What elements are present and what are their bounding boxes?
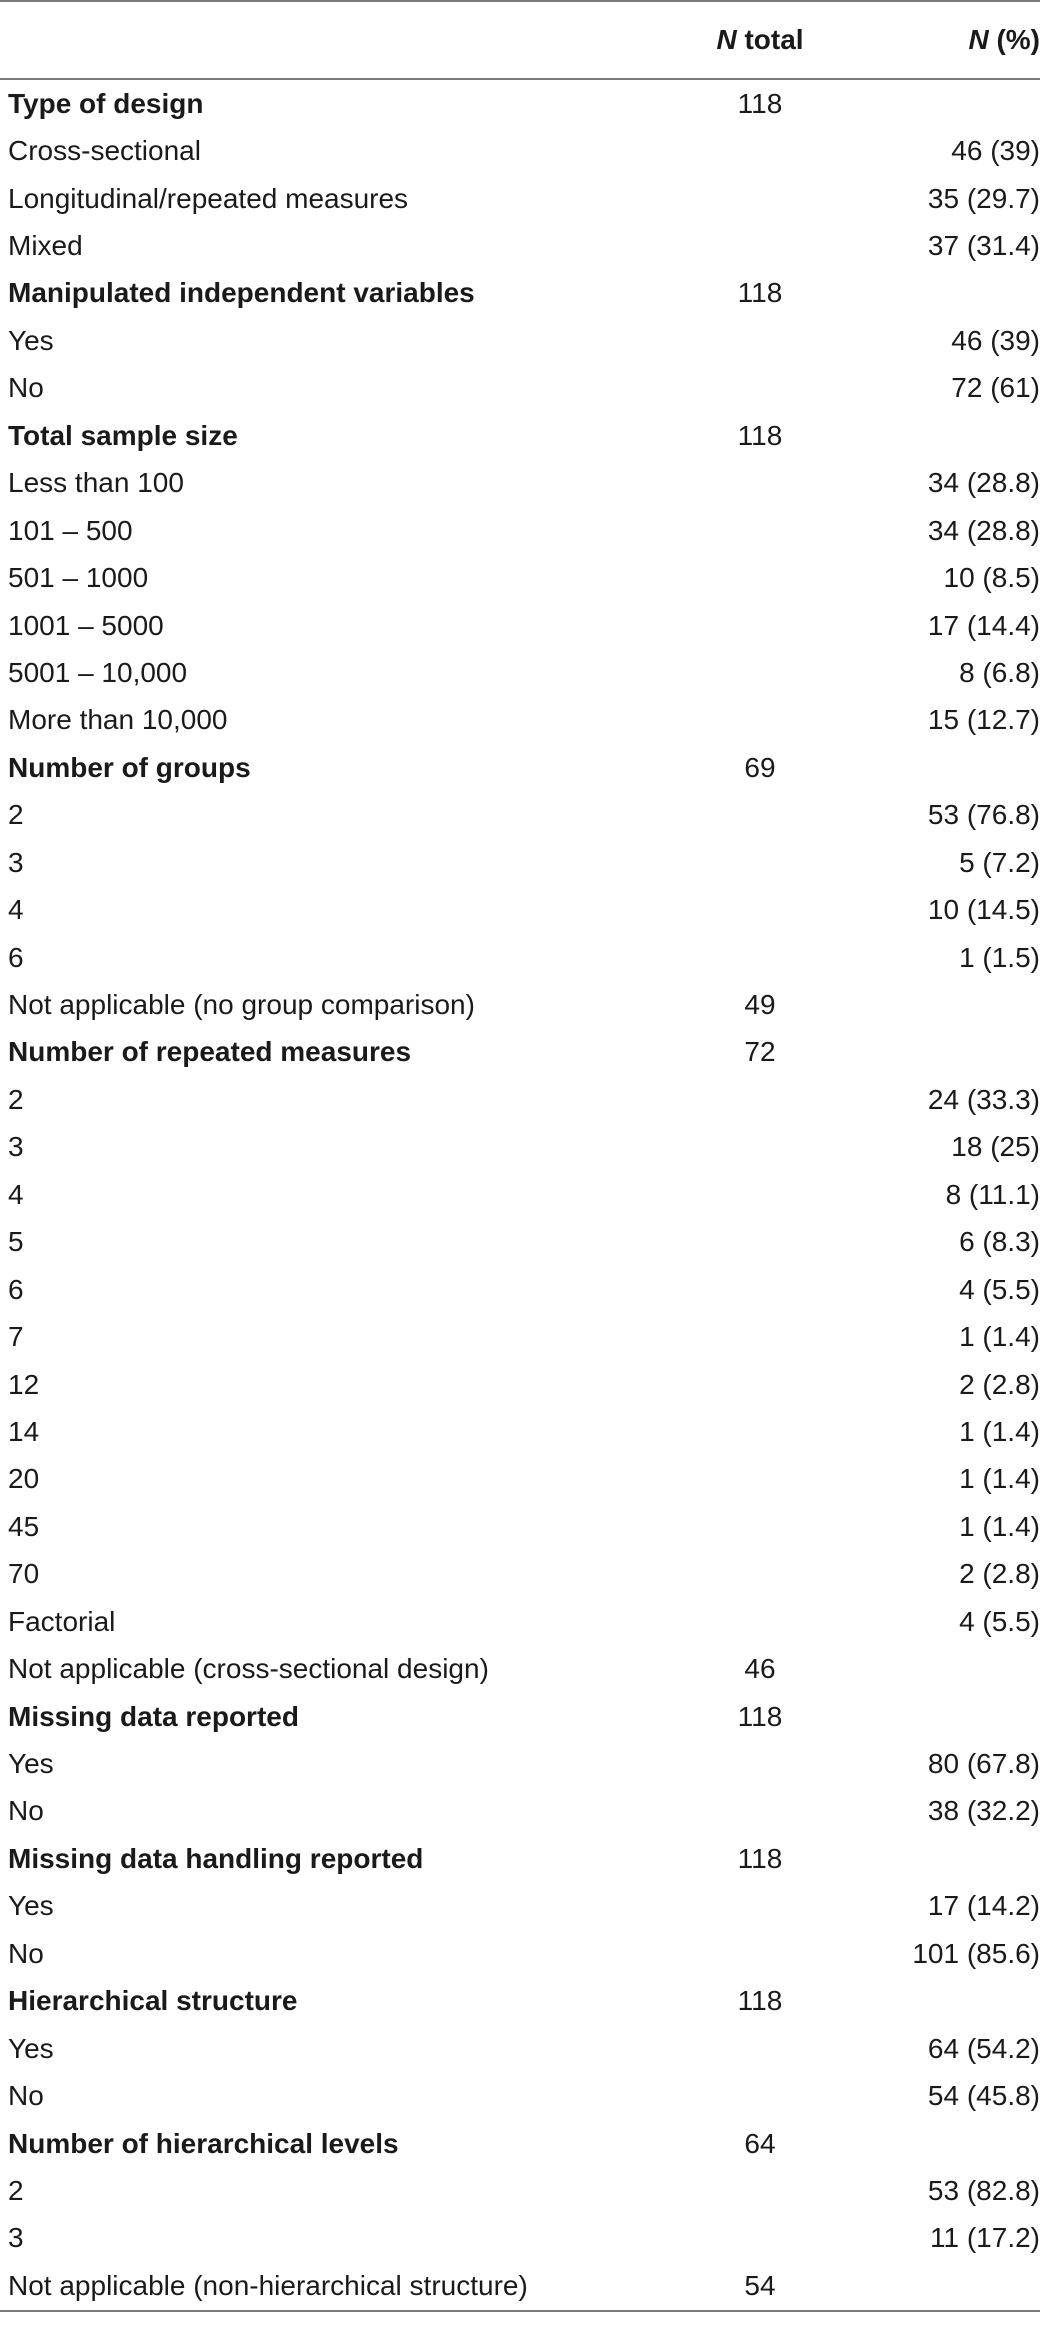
row-label: 5001 – 10,000 [8, 656, 188, 688]
table-row [0, 317, 1040, 364]
row-label: No [8, 2080, 44, 2112]
header-n-total [620, 1, 860, 79]
n-percent-cell: 38 (32.2) [927, 1795, 1040, 1827]
n-percent-cell: 17 (14.4) [927, 609, 1040, 641]
table-row [0, 1740, 1040, 1787]
n-percent-cell: 53 (82.8) [927, 2174, 1040, 2206]
table-row [0, 507, 1040, 554]
n-percent-cell: 2 (2.8) [959, 1558, 1040, 1590]
row-label: Not applicable (cross-sectional design) [8, 1653, 489, 1685]
row-label: 2 [8, 1083, 24, 1115]
n-percent-cell: 37 (31.4) [927, 230, 1040, 262]
n-total-cell [620, 1171, 860, 1218]
n-total-cell [620, 1313, 860, 1360]
table-row [0, 602, 1040, 649]
n-total-cell: 54 [620, 2262, 860, 2310]
section-header-row [0, 1029, 1040, 1076]
n-percent-cell: 2 (2.8) [959, 1368, 1040, 1400]
n-percent-cell: 10 (8.5) [943, 562, 1040, 594]
table-row [0, 365, 1040, 412]
n-total-cell [620, 2167, 860, 2214]
n-percent-cell: 64 (54.2) [927, 2032, 1040, 2064]
n-total-cell [620, 1598, 860, 1645]
section-label: Missing data handling reported [8, 1842, 424, 1874]
n-percent-cell [860, 981, 1040, 1028]
section-header-row [0, 744, 1040, 791]
row-label: 101 – 500 [8, 514, 133, 546]
n-total-cell: 64 [744, 2127, 776, 2159]
n-percent-cell: 4 (5.5) [959, 1273, 1040, 1305]
n-total-cell: 49 [744, 989, 776, 1021]
header-n-percent [860, 1, 1040, 79]
row-label: No [8, 372, 44, 404]
n-total-cell [620, 460, 860, 507]
table-row [0, 1313, 1040, 1360]
n-total-cell [620, 1124, 860, 1171]
n-percent-cell: 1 (1.5) [959, 941, 1040, 973]
row-label: 1001 – 5000 [8, 609, 164, 641]
n-total-cell: 69 [744, 751, 776, 783]
table-row [0, 2167, 1040, 2214]
row-label: 6 [8, 941, 24, 973]
n-total-cell [620, 1408, 860, 1455]
table-row [0, 1456, 1040, 1503]
n-percent-cell [860, 1693, 1040, 1740]
n-total-cell: 118 [737, 419, 783, 451]
row-label: 3 [8, 846, 24, 878]
n-total-cell [620, 1456, 860, 1503]
n-total-cell [620, 1266, 860, 1313]
n-percent-cell [860, 744, 1040, 791]
n-percent-cell: 1 (1.4) [959, 1510, 1040, 1542]
n-total-cell: 118 [737, 1985, 783, 2017]
table-row [0, 1930, 1040, 1977]
row-label: Mixed [8, 230, 83, 262]
table-row [0, 1883, 1040, 1930]
row-label: Yes [8, 2032, 54, 2064]
table-row [0, 697, 1040, 744]
section-label: Missing data reported [8, 1700, 299, 1732]
section-label: Type of design [8, 87, 204, 119]
n-total-cell [620, 1076, 860, 1123]
header-n-percent-rest: (%) [988, 24, 1040, 55]
table-row [0, 649, 1040, 696]
table-row [0, 2215, 1040, 2262]
row-label: 70 [8, 1558, 40, 1590]
table-row [0, 554, 1040, 601]
table-row [0, 2262, 1040, 2310]
n-percent-cell: 17 (14.2) [927, 1890, 1040, 1922]
n-total-cell [620, 507, 860, 554]
n-total-cell [620, 792, 860, 839]
header-n-total-italic: N [716, 24, 737, 55]
section-label: Manipulated independent variables [8, 277, 475, 309]
row-label: Cross-sectional [8, 135, 201, 167]
table-row [0, 1503, 1040, 1550]
row-label: 501 – 1000 [8, 562, 149, 594]
section-header-row [0, 1693, 1040, 1740]
row-label: Not applicable (no group comparison) [8, 989, 475, 1021]
row-label: Less than 100 [8, 467, 184, 499]
n-percent-cell [860, 412, 1040, 459]
n-total-cell [620, 317, 860, 364]
row-label: 7 [8, 1321, 24, 1353]
row-label: Yes [8, 1748, 54, 1780]
section-header-row [0, 2120, 1040, 2167]
header-n-total-rest: total [736, 24, 804, 55]
table-row [0, 1551, 1040, 1598]
table-row [0, 1408, 1040, 1455]
n-percent-cell [860, 1029, 1040, 1076]
n-total-cell [620, 934, 860, 981]
table-row [0, 1645, 1040, 1692]
row-label: 2 [8, 2174, 24, 2206]
n-total-cell [620, 1740, 860, 1787]
row-label: Longitudinal/repeated measures [8, 182, 409, 214]
row-label: More than 10,000 [8, 704, 228, 736]
n-total-cell [620, 886, 860, 933]
section-header-row [0, 79, 1040, 127]
n-total-cell [620, 554, 860, 601]
table-row [0, 1788, 1040, 1835]
table-row [0, 460, 1040, 507]
n-total-cell: 118 [737, 87, 783, 119]
n-percent-cell: 1 (1.4) [959, 1463, 1040, 1495]
table-body [0, 79, 1040, 2311]
row-label: 4 [8, 894, 24, 926]
table-row [0, 2072, 1040, 2119]
table-row [0, 222, 1040, 269]
n-total-cell [620, 1551, 860, 1598]
table-row [0, 886, 1040, 933]
n-percent-cell: 35 (29.7) [927, 182, 1040, 214]
n-total-cell [620, 697, 860, 744]
header-label-cell [0, 1, 620, 79]
n-percent-cell [860, 2262, 1040, 2310]
n-percent-cell: 6 (8.3) [959, 1226, 1040, 1258]
n-percent-cell [860, 1645, 1040, 1692]
table-row [0, 981, 1040, 1028]
section-header-row [0, 412, 1040, 459]
n-percent-cell: 72 (61) [951, 372, 1040, 404]
n-total-cell [620, 2025, 860, 2072]
n-percent-cell: 53 (76.8) [927, 799, 1040, 831]
row-label: 3 [8, 2222, 24, 2254]
n-total-cell [620, 1930, 860, 1977]
table-row [0, 1219, 1040, 1266]
header-n-percent-italic: N [968, 24, 989, 55]
table-header [0, 1, 1040, 79]
row-label: 5 [8, 1226, 24, 1258]
table-row [0, 1076, 1040, 1123]
n-total-cell [620, 222, 860, 269]
n-total-cell [620, 365, 860, 412]
n-percent-cell: 54 (45.8) [927, 2080, 1040, 2112]
row-label: 6 [8, 1273, 24, 1305]
table-row [0, 934, 1040, 981]
section-label: Number of hierarchical levels [8, 2127, 399, 2159]
n-total-cell [620, 127, 860, 174]
section-label: Number of groups [8, 751, 251, 783]
n-percent-cell [860, 79, 1040, 127]
section-header-row [0, 270, 1040, 317]
section-header-row [0, 1978, 1040, 2025]
table-row [0, 175, 1040, 222]
n-percent-cell [860, 1978, 1040, 2025]
n-total-cell [620, 175, 860, 222]
n-total-cell [620, 1503, 860, 1550]
n-total-cell [620, 839, 860, 886]
row-label: No [8, 1795, 44, 1827]
row-label: Yes [8, 1890, 54, 1922]
n-total-cell [620, 2072, 860, 2119]
table-row [0, 1266, 1040, 1313]
row-label: Yes [8, 324, 54, 356]
table-row [0, 792, 1040, 839]
n-total-cell [620, 1788, 860, 1835]
row-label: 45 [8, 1510, 40, 1542]
row-label: Factorial [8, 1605, 116, 1637]
n-percent-cell: 80 (67.8) [927, 1748, 1040, 1780]
n-total-cell [620, 602, 860, 649]
table-row [0, 839, 1040, 886]
n-percent-cell: 34 (28.8) [927, 467, 1040, 499]
table-row [0, 1124, 1040, 1171]
n-total-cell [620, 2215, 860, 2262]
n-percent-cell: 4 (5.5) [959, 1605, 1040, 1637]
row-label: 20 [8, 1463, 40, 1495]
row-label: 12 [8, 1368, 40, 1400]
table-row [0, 2025, 1040, 2072]
table-row [0, 1598, 1040, 1645]
section-label: Hierarchical structure [8, 1985, 298, 2017]
n-percent-cell: 1 (1.4) [959, 1321, 1040, 1353]
n-total-cell [620, 1883, 860, 1930]
n-total-cell: 46 [744, 1653, 776, 1685]
table-row [0, 127, 1040, 174]
n-total-cell: 118 [737, 277, 783, 309]
n-total-cell [620, 1361, 860, 1408]
section-label: Total sample size [8, 419, 238, 451]
n-percent-cell: 24 (33.3) [927, 1083, 1040, 1115]
header-row [0, 1, 1040, 79]
n-total-cell [620, 1219, 860, 1266]
row-label: 4 [8, 1178, 24, 1210]
n-total-cell: 118 [737, 1700, 783, 1732]
n-percent-cell: 18 (25) [951, 1131, 1040, 1163]
n-percent-cell: 8 (11.1) [945, 1178, 1040, 1210]
n-percent-cell [860, 270, 1040, 317]
n-percent-cell: 10 (14.5) [927, 894, 1040, 926]
table-row [0, 1171, 1040, 1218]
row-label: 3 [8, 1131, 24, 1163]
n-percent-cell: 11 (17.2) [930, 2222, 1040, 2254]
section-header-row [0, 1835, 1040, 1882]
n-total-cell [620, 649, 860, 696]
n-percent-cell: 34 (28.8) [927, 514, 1040, 546]
n-percent-cell [860, 2120, 1040, 2167]
n-percent-cell: 1 (1.4) [959, 1415, 1040, 1447]
row-label: Not applicable (non-hierarchical structure) [0, 2262, 620, 2310]
table-row [0, 1361, 1040, 1408]
n-percent-cell: 101 (85.6) [912, 1937, 1040, 1969]
n-percent-cell: 5 (7.2) [959, 846, 1040, 878]
section-label: Number of repeated measures [8, 1036, 412, 1068]
row-label: 2 [8, 799, 24, 831]
row-label: No [8, 1937, 44, 1969]
n-percent-cell [860, 1835, 1040, 1882]
n-percent-cell: 15 (12.7) [927, 704, 1040, 736]
n-total-cell: 118 [737, 1842, 783, 1874]
n-total-cell: 72 [744, 1036, 776, 1068]
n-percent-cell: 46 (39) [951, 135, 1040, 167]
row-label: 14 [8, 1415, 40, 1447]
n-percent-cell: 46 (39) [951, 324, 1040, 356]
n-percent-cell: 8 (6.8) [959, 656, 1040, 688]
